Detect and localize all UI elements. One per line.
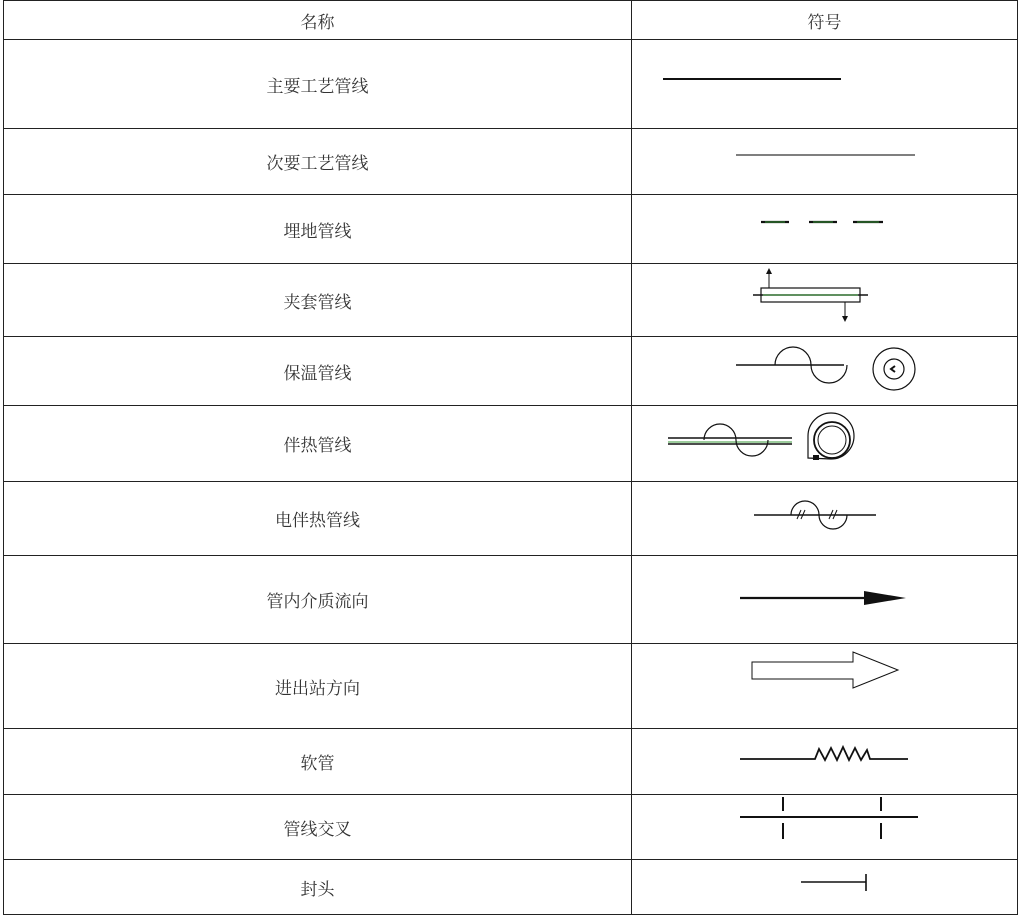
table-row [4, 129, 1018, 195]
dashed-line-icon [632, 195, 1017, 263]
table-row [4, 482, 1018, 556]
row-symbol [632, 129, 1018, 195]
table-row [4, 795, 1018, 860]
header-row [4, 1, 1018, 40]
table-row [4, 556, 1018, 644]
table-row [4, 264, 1018, 337]
row-name: 管线交叉 [4, 795, 632, 860]
hose-icon [632, 729, 1017, 794]
row-name: 电伴热管线 [4, 482, 632, 556]
jacketed-pipe-icon [632, 264, 1017, 336]
table-row [4, 337, 1018, 406]
row-symbol [632, 556, 1018, 644]
table-row [4, 195, 1018, 264]
table-row [4, 729, 1018, 795]
row-symbol [632, 195, 1018, 264]
row-symbol [632, 729, 1018, 795]
flow-arrow-icon [632, 556, 1017, 643]
row-symbol [632, 40, 1018, 129]
row-name: 次要工艺管线 [4, 129, 632, 195]
hollow-arrow-icon [632, 644, 1017, 728]
pipe-cap-icon [632, 860, 1017, 914]
row-name: 夹套管线 [4, 264, 632, 337]
row-name: 进出站方向 [4, 644, 632, 729]
crossing-lines-icon [632, 795, 1017, 859]
row-name: 埋地管线 [4, 195, 632, 264]
name-column-header: 名称 [4, 1, 632, 40]
symbol-column-header: 符号 [632, 1, 1018, 40]
row-name: 伴热管线 [4, 406, 632, 482]
row-symbol [632, 406, 1018, 482]
row-symbol [632, 337, 1018, 406]
row-name: 主要工艺管线 [4, 40, 632, 129]
row-symbol [632, 264, 1018, 337]
table-row [4, 40, 1018, 129]
row-symbol [632, 795, 1018, 860]
row-name: 保温管线 [4, 337, 632, 406]
table-row [4, 406, 1018, 482]
row-symbol [632, 860, 1018, 915]
traced-pipe-icon [632, 406, 1017, 481]
table-row [4, 644, 1018, 729]
row-name: 管内介质流向 [4, 556, 632, 644]
row-name: 软管 [4, 729, 632, 795]
row-symbol [632, 644, 1018, 729]
insulated-pipe-icon [632, 337, 1017, 405]
row-symbol [632, 482, 1018, 556]
symbol-legend-table [3, 0, 1018, 915]
electric-traced-pipe-icon [632, 482, 1017, 555]
row-name: 封头 [4, 860, 632, 915]
thin-solid-line-icon [632, 129, 1017, 194]
thick-solid-line-icon [632, 40, 1017, 128]
table-row [4, 860, 1018, 915]
